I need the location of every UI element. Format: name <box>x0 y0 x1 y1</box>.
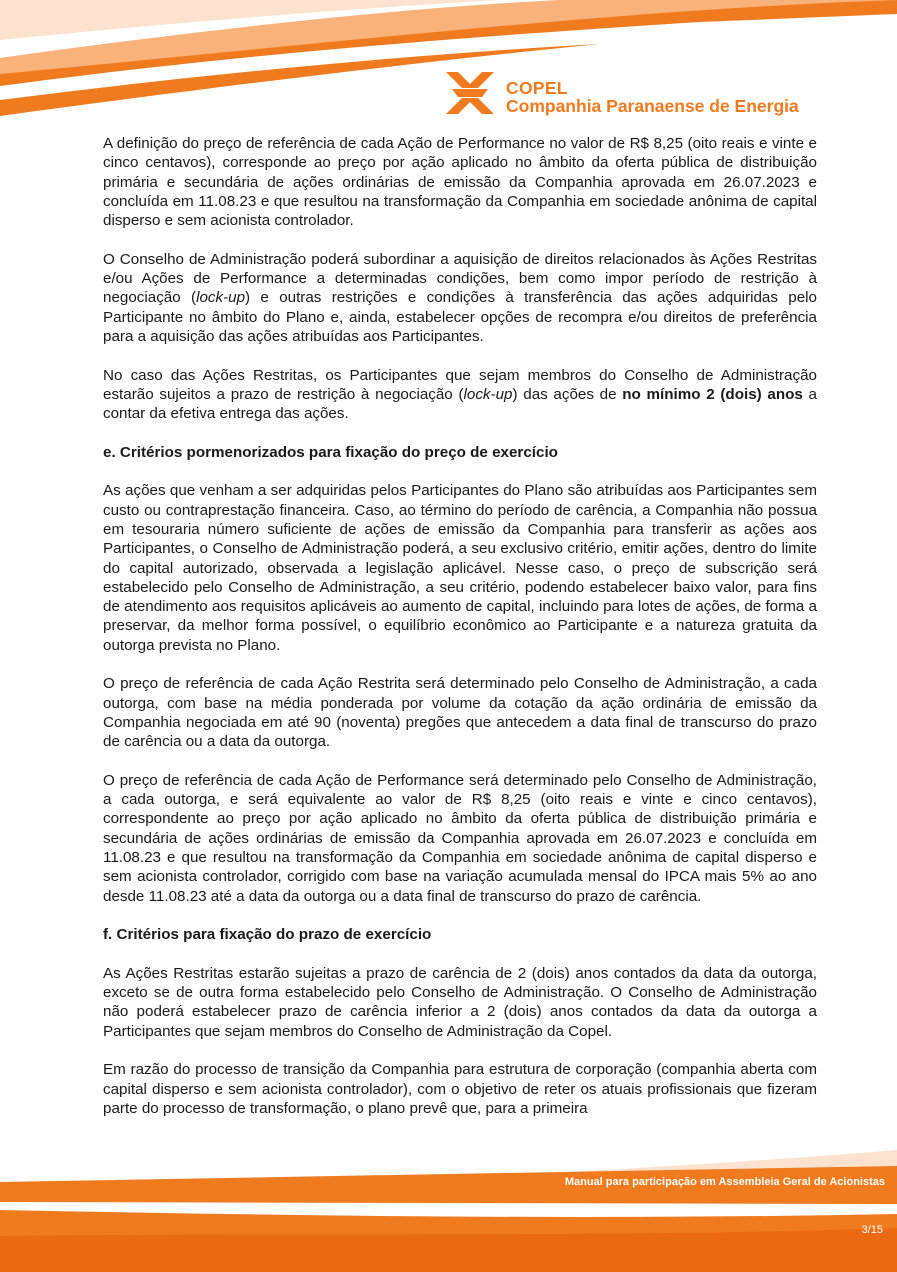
page-number: 3/15 <box>861 1224 883 1236</box>
copel-logo <box>444 70 824 116</box>
section-heading-e: e. Critérios pormenorizados para fixação do preço de exercício <box>103 443 558 461</box>
paragraph-performance-price: O preço de referência de cada Ação de Performance será determinado pelo Conselho de Administração, a cada outorga, e será equivalente ao valor de R$ 8,25 (oito reais e vinte e cinco centavos), correspondente ao preço por ação aplicado no âmbito da oferta pública de distribuição primária e secundária de ações ordinárias de emissão da Companhia aprovada em 26.07.2023 e concluída em 11.08.23 e que resultou na transformação da Companhia em sociedade anônima de capital disperso e sem acionista controlador, corrigido com base na variação acumulada mensal do IPCA mais 5% ao ano desde 11.08.23 até a data da outorga ou a data final de transcurso do prazo de carência. <box>103 771 817 905</box>
footer-orange-swoosh <box>0 1140 897 1272</box>
logo-name: COPEL <box>506 78 568 98</box>
paragraph-lockup: No caso das Ações Restritas, os Participantes que sejam membros do Conselho de Administração estarão sujeitos a prazo de restrição à negociação (lock-up) das ações de no mínimo 2 (dois) anos a contar da efetiva entrega das ações. <box>103 366 818 423</box>
paragraph-restricted-price: O preço de referência de cada Ação Restrita será determinado pelo Conselho de Administração, a cada outorga, com base na média ponderada por volume da cotação da ação ordinária de emissão da Companhia negociada em até 90 (noventa) pregões que antecedem a data final de transcurso do prazo de carência ou a data da outorga. <box>103 675 817 751</box>
copel-logo-icon <box>444 70 496 116</box>
paragraph-conditions: O Conselho de Administração poderá subordinar a aquisição de direitos relacionados às Ações Restritas e/ou Ações de Performance a determinadas condições, bem como impor período de restrição à negociação (lock-up) e outras restrições e condições à transferência das ações adquiridas pelo Participante no âmbito do Plano e, ainda, estabelecer opções de recompra e/ou direitos de preferência para a aquisição das ações atribuídas aos Participantes. <box>103 250 818 345</box>
paragraph-reference-price: A definição do preço de referência de cada Ação de Performance no valor de R$ 8,25 (oito reais e vinte e cinco centavos), corresponde ao preço por ação aplicado no âmbito da oferta pública de distribuição primária e secundária de ações ordinárias de emissão da Companhia aprovada em 26.07.2023 e concluída em 11.08.23 e que resultou na transformação da Companhia em sociedade anônima de capital disperso e sem acionista controlador. <box>103 135 817 230</box>
logo-subtitle: Companhia Paranaense de Energia <box>506 96 799 116</box>
paragraph-acquisition: As ações que venham a ser adquiridas pelos Participantes do Plano são atribuídas aos Participantes sem custo ou contraprestação financeira. Caso, ao término do período de carência, a Companhia não possua em tesouraria número suficiente de ações de emissão da Companhia para transferir as ações aos Participantes, o Conselho de Administração poderá, a seu exclusivo critério, emitir ações, dentro do limite do capital autorizado, observada a legislação aplicável. Nesse caso, o preço de subscrição será estabelecido pelo Conselho de Administração, a seu critério, podendo estabelecer baixo valor, para fins de atendimento aos requisitos aplicáveis ao aumento de capital, incluindo para lotes de ações, de forma a preservar, da melhor forma possível, o equilíbrio econômico ao Participante e a natureza gratuita da outorga prevista no Plano. <box>103 482 817 654</box>
paragraph-vesting-period: As Ações Restritas estarão sujeitas a prazo de carência de 2 (dois) anos contados da data da outorga, exceto se de outra forma estabelecido pelo Conselho de Administração. O Conselho de Administração não poderá estabelecer prazo de carência inferior a 2 (dois) anos contados da data da outorga a Participantes que sejam membros do Conselho de Administração da Copel. <box>103 964 817 1040</box>
section-heading-f: f. Critérios para fixação do prazo de exercício <box>103 926 432 944</box>
paragraph-transition: Em razão do processo de transição da Companhia para estrutura de corporação (companhia aberta com capital disperso e sem acionista controlador), com o objetivo de reter os atuais profissionais que fizeram parte do processo de transformação, o plano prevê que, para a primeira <box>103 1061 817 1117</box>
document-body <box>103 134 817 1137</box>
footer-title: Manual para participação em Assembleia Geral de Acionistas <box>564 1176 885 1188</box>
